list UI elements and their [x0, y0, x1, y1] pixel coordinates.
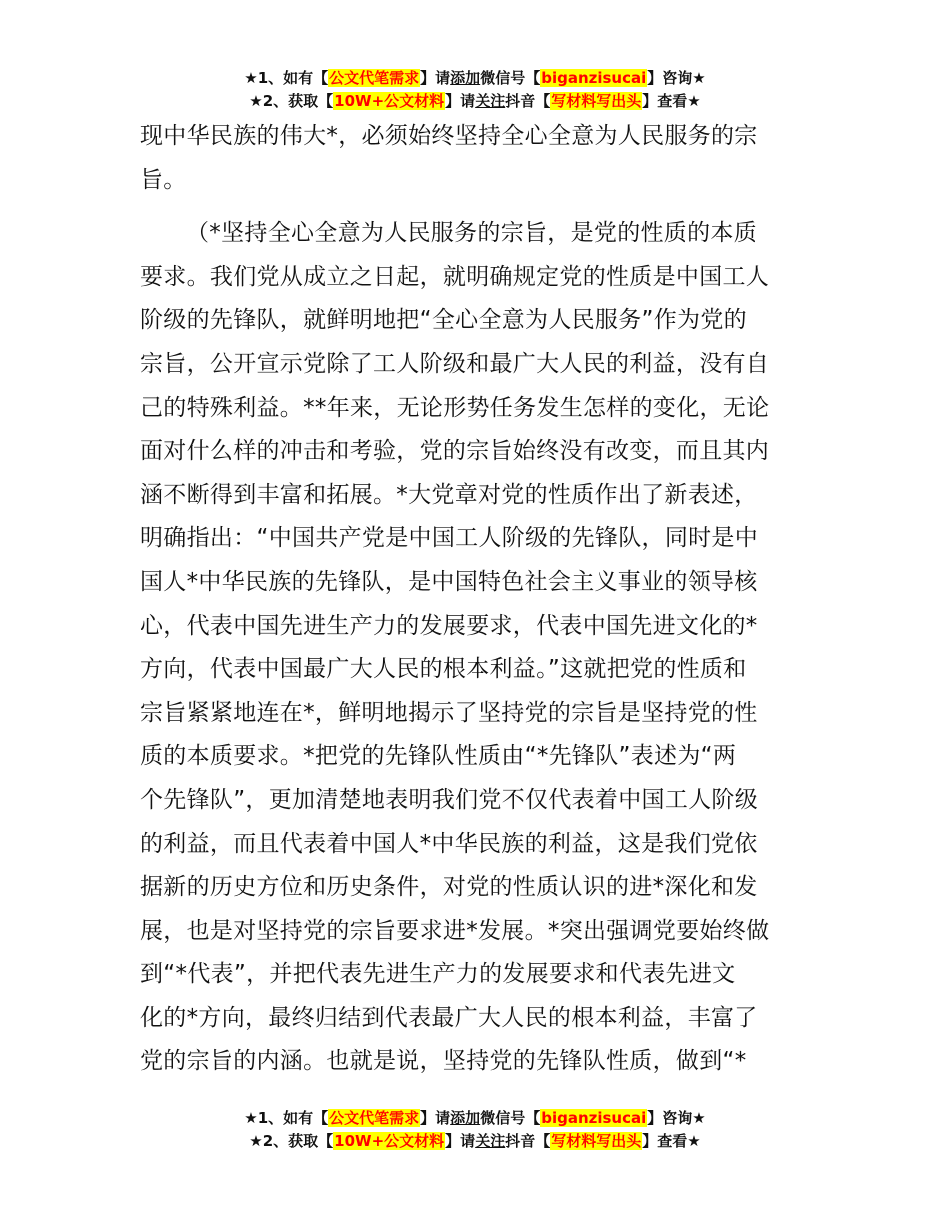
text-line: 面对什么样的冲击和考验，党的宗旨始终没有改变，而且其内 [140, 438, 770, 465]
text-line: 阶级的先锋队，就鲜明地把“全心全意为人民服务”作为党的 [140, 307, 747, 334]
star-icon: ★ [687, 92, 701, 110]
highlight-service: 公文代笔需求 [329, 1109, 420, 1127]
star-icon: ★ [692, 69, 706, 87]
text-line: （*坚持全心全意为人民服务的宗旨，是党的性质的本质 [186, 220, 757, 247]
text-line: 化的*方向，最终归结到代表最广大人民的根本利益，丰富了 [140, 1004, 758, 1031]
header-banner-line-2: ★2、获取【10W+公文材料】请关注抖音【写材料写出头】查看★ [249, 92, 701, 110]
text-line: 质的本质要求。*把党的先锋队性质由“*先锋队”表述为“两 [140, 743, 737, 770]
highlight-wechat-id: biganzisucai [541, 1109, 647, 1127]
highlight-materials: 10W+公文材料 [334, 1132, 445, 1150]
header-banner [0, 67, 950, 113]
star-icon: ★ [692, 1109, 706, 1127]
text-line: 的利益，而且代表着中国人*中华民族的利益，这是我们党依 [140, 830, 758, 857]
text-line: 国人*中华民族的先锋队，是中国特色社会主义事业的领导核 [140, 568, 758, 595]
star-icon: ★ [249, 1132, 263, 1150]
footer-banner [0, 1107, 950, 1153]
text-line: 己的特殊利益。**年来，无论形势任务发生怎样的变化，无论 [140, 394, 770, 421]
paragraph-2 [140, 212, 812, 1084]
star-icon: ★ [244, 69, 258, 87]
text-line: 个先锋队”，更加清楚地表明我们党不仅代表着中国工人阶级 [140, 786, 759, 813]
highlight-materials: 10W+公文材料 [334, 92, 445, 110]
star-icon: ★ [687, 1132, 701, 1150]
star-icon: ★ [244, 1109, 258, 1127]
footer-banner-line-1: ★1、如有【公文代笔需求】请添加微信号【biganzisucai】咨询★ [244, 1109, 706, 1127]
star-icon: ★ [249, 92, 263, 110]
header-banner-line-1: ★1、如有【公文代笔需求】请添加微信号【biganzisucai】咨询★ [244, 69, 706, 87]
highlight-douyin-account: 写材料写出头 [551, 1132, 642, 1150]
text-line: 宗旨，公开宣示党除了工人阶级和最广大人民的利益，没有自 [140, 350, 770, 377]
highlight-wechat-id: biganzisucai [541, 69, 647, 87]
text-line: 方向，代表中国最广大人民的根本利益。”这就把党的性质和 [140, 656, 747, 683]
text-line: 旨。 [140, 166, 187, 193]
text-line: 心，代表中国先进生产力的发展要求，代表中国先进文化的* [140, 612, 758, 639]
highlight-service: 公文代笔需求 [329, 69, 420, 87]
text-line: 现中华民族的伟大*，必须始终坚持全心全意为人民服务的宗 [140, 123, 758, 149]
document-body [140, 115, 812, 1084]
highlight-douyin-account: 写材料写出头 [551, 92, 642, 110]
text-line: 明确指出：“中国共产党是中国工人阶级的先锋队，同时是中 [140, 525, 759, 552]
footer-banner-line-2: ★2、获取【10W+公文材料】请关注抖音【写材料写出头】查看★ [249, 1132, 701, 1150]
text-line: 展，也是对坚持党的宗旨要求进*发展。*突出强调党要始终做 [140, 917, 770, 944]
text-line: 宗旨紧紧地连在*，鲜明地揭示了坚持党的宗旨是坚持党的性 [140, 699, 758, 726]
text-line: 党的宗旨的内涵。也就是说，坚持党的先锋队性质，做到“* [140, 1048, 747, 1075]
text-line: 要求。我们党从成立之日起，就明确规定党的性质是中国工人 [140, 263, 770, 290]
text-line: 涵不断得到丰富和拓展。*大党章对党的性质作出了新表述， [140, 481, 758, 508]
text-line: 据新的历史方位和历史条件，对党的性质认识的进*深化和发 [140, 874, 758, 901]
text-line: 到“*代表”，并把代表先进生产力的发展要求和代表先进文 [140, 961, 736, 988]
paragraph-1 [140, 115, 812, 202]
